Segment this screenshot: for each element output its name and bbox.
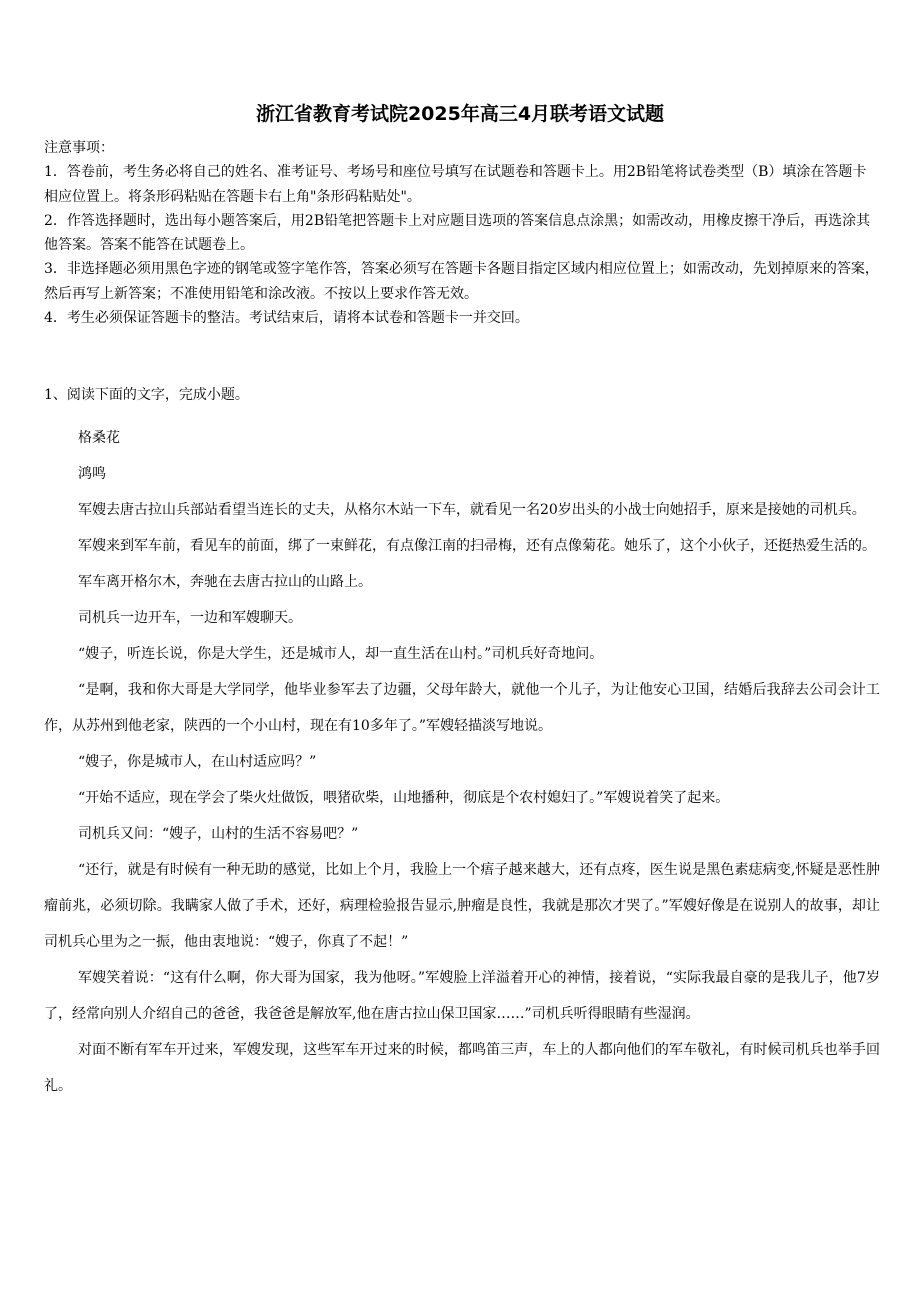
passage-paragraph: “开始不适应，现在学会了柴火灶做饭，喂猪砍柴，山地播种，彻底是个农村媳妇了。”军嫂说着笑了起来。 [78,790,730,806]
note-item-3: 3．非选择题必须用黑色字迹的钢笔或签字笔作答，答案必须写在答题卡各题目指定区域内相应位置上；如需改动，先划掉原来的答案，然后再写上新答案；不准使用铅笔和涂改液。不按以上要求作答无效。 [44,261,879,302]
story-author: 鸿鸣 [78,466,106,482]
passage-paragraph: 军车离开格尔木，奔驰在去唐古拉山的山路上。 [78,574,372,590]
passage-paragraph: 对面不断有军车开过来，军嫂发现，这些军车开过来的时候，都鸣笛三声，车上的人都向他们的军车敬礼，有时候司机兵也举手回礼。 [44,1042,880,1094]
passage-paragraph: 军嫂来到军车前，看见车的前面，绑了一束鲜花，有点像江南的扫帚梅，还有点像菊花。她乐了，这个小伙子，还挺热爱生活的。 [78,538,876,554]
notes-heading: 注意事项： [44,140,114,156]
question-intro: 1、阅读下面的文字，完成小题。 [44,387,249,403]
passage-paragraph: “是啊，我和你大哥是大学同学，他毕业参军去了边疆，父母年龄大，就他一个儿子，为让他安心卫国，结婚后我辞去公司会计工作，从苏州到他老家，陕西的一个小山村，现在有10多年了。”军嫂轻描淡写地说。 [44,682,880,734]
passage-paragraph: 司机兵又问：“嫂子，山村的生活不容易吧？” [78,826,359,842]
passage-paragraph: 军嫂去唐古拉山兵部站看望当连长的丈夫，从格尔木站一下车，就看见一名20岁出头的小战士向她招手，原来是接她的司机兵。 [78,502,866,518]
passage-paragraph: “嫂子，你是城市人，在山村适应吗？” [78,754,317,770]
note-item-2: 2．作答选择题时，选出每小题答案后，用2B铅笔把答题卡上对应题目选项的答案信息点涂黑；如需改动，用橡皮擦干净后，再选涂其他答案。答案不能答在试题卷上。 [44,212,871,254]
notes-section [44,136,880,330]
passage-paragraph: 司机兵一边开车，一边和军嫂聊天。 [78,610,302,626]
note-item-4: 4．考生必须保证答题卡的整洁。考试结束后，请将本试卷和答题卡一并交回。 [44,310,529,327]
story-title: 格桑花 [78,430,120,446]
passage-paragraph: “嫂子，听连长说，你是大学生，还是城市人，却一直生活在山村。”司机兵好奇地问。 [78,646,604,662]
note-item-1: 1．答卷前，考生务必将自己的姓名、准考证号、考场号和座位号填写在试题卷和答题卡上。用2B铅笔将试卷类型（B）填涂在答题卡相应位置上。将条形码粘贴在答题卡右上角"条形码粘贴处"。 [44,164,867,205]
reading-passage [44,420,880,1104]
exam-title: 浙江省教育考试院2025年高三4月联考语文试题 [255,103,665,125]
passage-paragraph: “还行，就是有时候有一种无助的感觉，比如上个月，我脸上一个痦子越来越大，还有点疼，医生说是黑色素痣病变,怀疑是恶性肿瘤前兆，必须切除。我瞒家人做了手术，还好，病理检验报告显示,肿瘤是良性，我就是那次才哭了。”军嫂好像是在说别人的故事，却让司机兵心里为之一振，他由衷地说：“嫂子，你真了不起！” [44,862,880,950]
question-section [44,383,880,407]
passage-paragraph: 军嫂笑着说：“这有什么啊，你大哥为国家，我为他呀。”军嫂脸上洋溢着开心的神情，接着说，“实际我最自豪的是我儿子，他7岁了，经常向别人介绍自己的爸爸，我爸爸是解放军,他在唐古拉山保卫国家……”司机兵听得眼睛有些湿润。 [44,970,880,1022]
